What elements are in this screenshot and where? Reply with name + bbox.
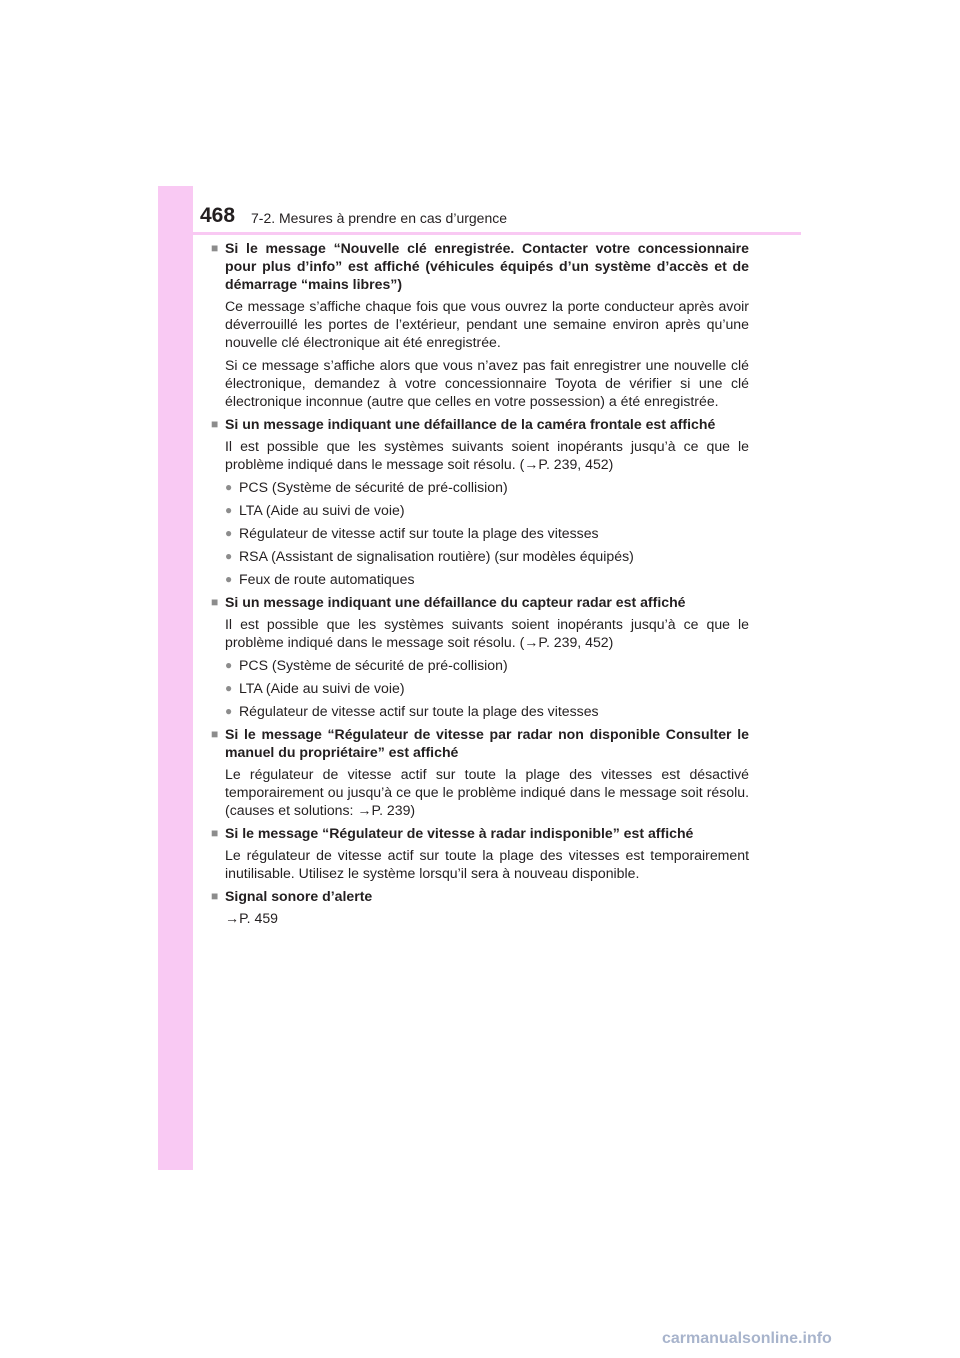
round-bullet-icon: ● bbox=[225, 658, 233, 672]
list-item: ● LTA (Aide au suivi de voie) bbox=[225, 502, 405, 518]
square-bullet-icon: ■ bbox=[211, 826, 219, 840]
section-heading: ■ Si un message indiquant une défaillance du capteur radar est affiché bbox=[211, 594, 686, 610]
square-bullet-icon: ■ bbox=[211, 241, 219, 255]
round-bullet-icon: ● bbox=[225, 681, 233, 695]
paragraph: Il est possible que les systèmes suivants soient inopérants jusqu’à ce que le problème indiqué dans le message soit résolu. (→P. 239, 452) bbox=[225, 616, 749, 650]
section-title: 7-2. Mesures à prendre en cas d’urgence bbox=[251, 210, 508, 226]
round-bullet-icon: ● bbox=[225, 480, 233, 494]
round-bullet-icon: ● bbox=[225, 503, 233, 517]
paragraph: Il est possible que les systèmes suivants soient inopérants jusqu’à ce que le problème indiqué dans le message soit résolu. (→P. 239, 452) bbox=[225, 438, 749, 472]
paragraph: Ce message s’affiche chaque fois que vous ouvrez la porte conducteur après avoir déverrouillé les portes de l’extérieur, pendant une semaine environ après qu’une nouvelle clé électronique ait été enregistrée. bbox=[225, 298, 749, 350]
watermark: carmanualsonline.info bbox=[662, 1330, 832, 1347]
list-item: ● Feux de route automatiques bbox=[225, 571, 415, 587]
side-tab-strip bbox=[158, 186, 193, 1170]
square-bullet-icon: ■ bbox=[211, 595, 219, 609]
list-item: ● Régulateur de vitesse actif sur toute la plage des vitesses bbox=[225, 703, 599, 719]
list-item: ● Régulateur de vitesse actif sur toute la plage des vitesses bbox=[225, 525, 599, 541]
section-heading: ■ Si le message “Régulateur de vitesse par radar non disponible Consulter le manuel du propriétaire” est affiché bbox=[211, 726, 749, 760]
section-heading: ■ Signal sonore d’alerte bbox=[211, 888, 373, 904]
square-bullet-icon: ■ bbox=[211, 889, 219, 903]
list-item: ● LTA (Aide au suivi de voie) bbox=[225, 680, 405, 696]
square-bullet-icon: ■ bbox=[211, 417, 219, 431]
paragraph: Le régulateur de vitesse actif sur toute la plage des vitesses est temporairement inutilisable. Utilisez le système lorsqu’il sera à nouveau disponible. bbox=[225, 847, 749, 881]
page-content bbox=[211, 239, 749, 927]
page-number: 468 bbox=[200, 204, 236, 227]
round-bullet-icon: ● bbox=[225, 704, 233, 718]
section-heading: ■ Si le message “Nouvelle clé enregistrée. Contacter votre concessionnaire pour plus d’info” est affiché (véhicules équipés d’un système d’accès et de démarrage “mains libres”) bbox=[211, 240, 749, 292]
paragraph: Si ce message s’affiche alors que vous n’avez pas fait enregistrer une nouvelle clé électronique, demandez à votre concessionnaire Toyota de vérifier si une clé électronique inconnue (autre que celles en votre possession) a été enregistrée. bbox=[225, 357, 749, 409]
list-item: ● PCS (Système de sécurité de pré-collision) bbox=[225, 657, 508, 673]
round-bullet-icon: ● bbox=[225, 549, 233, 563]
round-bullet-icon: ● bbox=[225, 526, 233, 540]
section-heading: ■ Si le message “Régulateur de vitesse à radar indisponible” est affiché bbox=[211, 825, 694, 841]
list-item: ● PCS (Système de sécurité de pré-collision) bbox=[225, 479, 508, 495]
section-heading: ■ Si un message indiquant une défaillance de la caméra frontale est affiché bbox=[211, 416, 716, 432]
list-item: ● RSA (Assistant de signalisation routière) (sur modèles équipés) bbox=[225, 548, 634, 564]
round-bullet-icon: ● bbox=[225, 572, 233, 586]
page-reference: →P. 459 bbox=[225, 910, 279, 926]
paragraph: Le régulateur de vitesse actif sur toute la plage des vitesses est désactivé temporairement ou jusqu’à ce que le problème indiqué dans le message soit résolu. (causes et solutions: →P. 239) bbox=[225, 766, 749, 818]
header-rule bbox=[193, 232, 801, 235]
square-bullet-icon: ■ bbox=[211, 727, 219, 741]
